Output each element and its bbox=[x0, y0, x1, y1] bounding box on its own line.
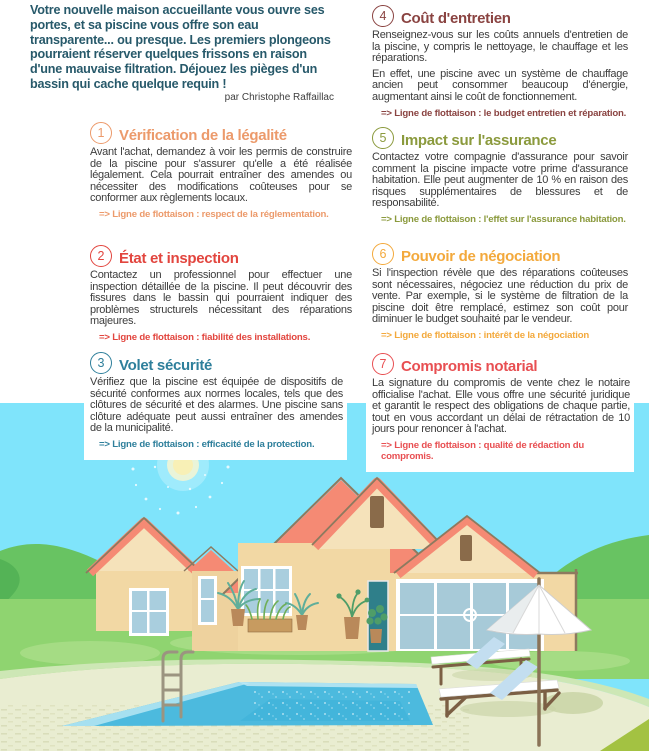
section-number-badge: 6 bbox=[372, 243, 394, 265]
section-number-badge: 5 bbox=[372, 127, 394, 149]
section-insurance bbox=[372, 127, 628, 225]
section-note: => Ligne de flottaison : respect de la réglementation. bbox=[99, 208, 329, 220]
attic-vent bbox=[460, 535, 472, 561]
author-byline: par Christophe Raffaillac bbox=[224, 92, 334, 103]
section-body: Si l'inspection révèle que des réparations coûteuses sont nécessaires, négociez une réduction du prix de vente. Par exemple, si le système de filtration de la piscine doit être remplacé, estimez son coût pour diminuer le budget souhaité par le vendeur. bbox=[372, 267, 628, 326]
section-title: Compromis notarial bbox=[401, 358, 538, 375]
section-note: => Ligne de flottaison : intérêt de la négociation bbox=[381, 329, 590, 341]
section-number-badge: 3 bbox=[90, 352, 112, 374]
section-title: Pouvoir de négociation bbox=[401, 248, 561, 265]
section-negotiation bbox=[372, 243, 628, 341]
section-note: => Ligne de flottaison : efficacité de la protection. bbox=[99, 438, 315, 450]
section-title: Volet sécurité bbox=[119, 357, 213, 374]
section-legality bbox=[90, 122, 352, 220]
section-note: => Ligne de flottaison : fiabilité des installations. bbox=[99, 331, 311, 343]
section-title: État et inspection bbox=[119, 250, 239, 267]
section-inspection bbox=[90, 245, 352, 343]
section-title: Impact sur l'assurance bbox=[401, 132, 557, 149]
section-body: En effet, une piscine avec un système de chauffage ancien peut consommer beaucoup d'énergie, augmentant ainsi le coût de fonctionnement. bbox=[372, 67, 628, 103]
section-note: => Ligne de flottaison : qualité de rédaction du compromis. bbox=[381, 439, 585, 462]
section-maintenance-cost bbox=[372, 5, 628, 119]
section-body: Vérifiez que la piscine est équipée de dispositifs de sécurité conformes aux normes locales, tels que des clôtures de sécurité et des alarmes. Une piscine sans clôture adéquate peut aussi entraîner des amendes de la municipalité. bbox=[90, 376, 343, 435]
attic-vent bbox=[370, 496, 384, 528]
section-body: La signature du compromis de vente chez le notaire officialise l'achat. Elle vous offre une sécurité juridique et garantit le respect des obligations de chaque partie, tout en vous accordant un délai de rétractation de 10 jours pour renoncer à l'achat. bbox=[372, 377, 630, 436]
section-title: Coût d'entretien bbox=[401, 10, 511, 27]
section-note: => Ligne de flottaison : le budget entretien et réparation. bbox=[381, 107, 627, 119]
section-notary bbox=[366, 350, 634, 472]
section-number-badge: 7 bbox=[372, 353, 394, 375]
section-body: Avant l'achat, demandez à voir les permis de construire de la piscine pour s'assurer qu'elle a été réalisée légalement. Cela pourrait entraîner des amendes ou nécessiter des modifications coûteuses pour se conformer aux règlements locaux. bbox=[90, 146, 352, 205]
intro-paragraph: Votre nouvelle maison accueillante vous ouvre ses portes, et sa piscine vous offre son eau transparente... ou presque. Les premiers plongeons pourraient réserver quelques frissons en raison d'une mauvaise filtration. Déjouez les pièges d'un bassin qui cache quelque requin ! bbox=[30, 3, 331, 91]
section-security bbox=[84, 349, 347, 460]
section-number-badge: 1 bbox=[90, 122, 112, 144]
section-note: => Ligne de flottaison : l'effet sur l'assurance habitation. bbox=[381, 213, 626, 225]
section-body: Contactez un professionnel pour effectuer une inspection détaillée de la piscine. Il peut découvrir des fissures dans le bassin qui pourraient indiquer des problèmes structurels nécessitant des réparations majeures. bbox=[90, 269, 352, 328]
section-number-badge: 4 bbox=[372, 5, 394, 27]
section-body: Contactez votre compagnie d'assurance pour savoir comment la piscine impacte votre prime d'assurance habitation. Elle peut augmenter de 10 % en raison des risques supplémentaires de blessures et de responsabilité. bbox=[372, 151, 628, 210]
section-title: Vérification de la légalité bbox=[119, 127, 287, 144]
section-number-badge: 2 bbox=[90, 245, 112, 267]
section-body: Renseignez-vous sur les coûts annuels d'entretien de la piscine, y compris le nettoyage, le chauffage et les réparations. bbox=[372, 29, 628, 65]
